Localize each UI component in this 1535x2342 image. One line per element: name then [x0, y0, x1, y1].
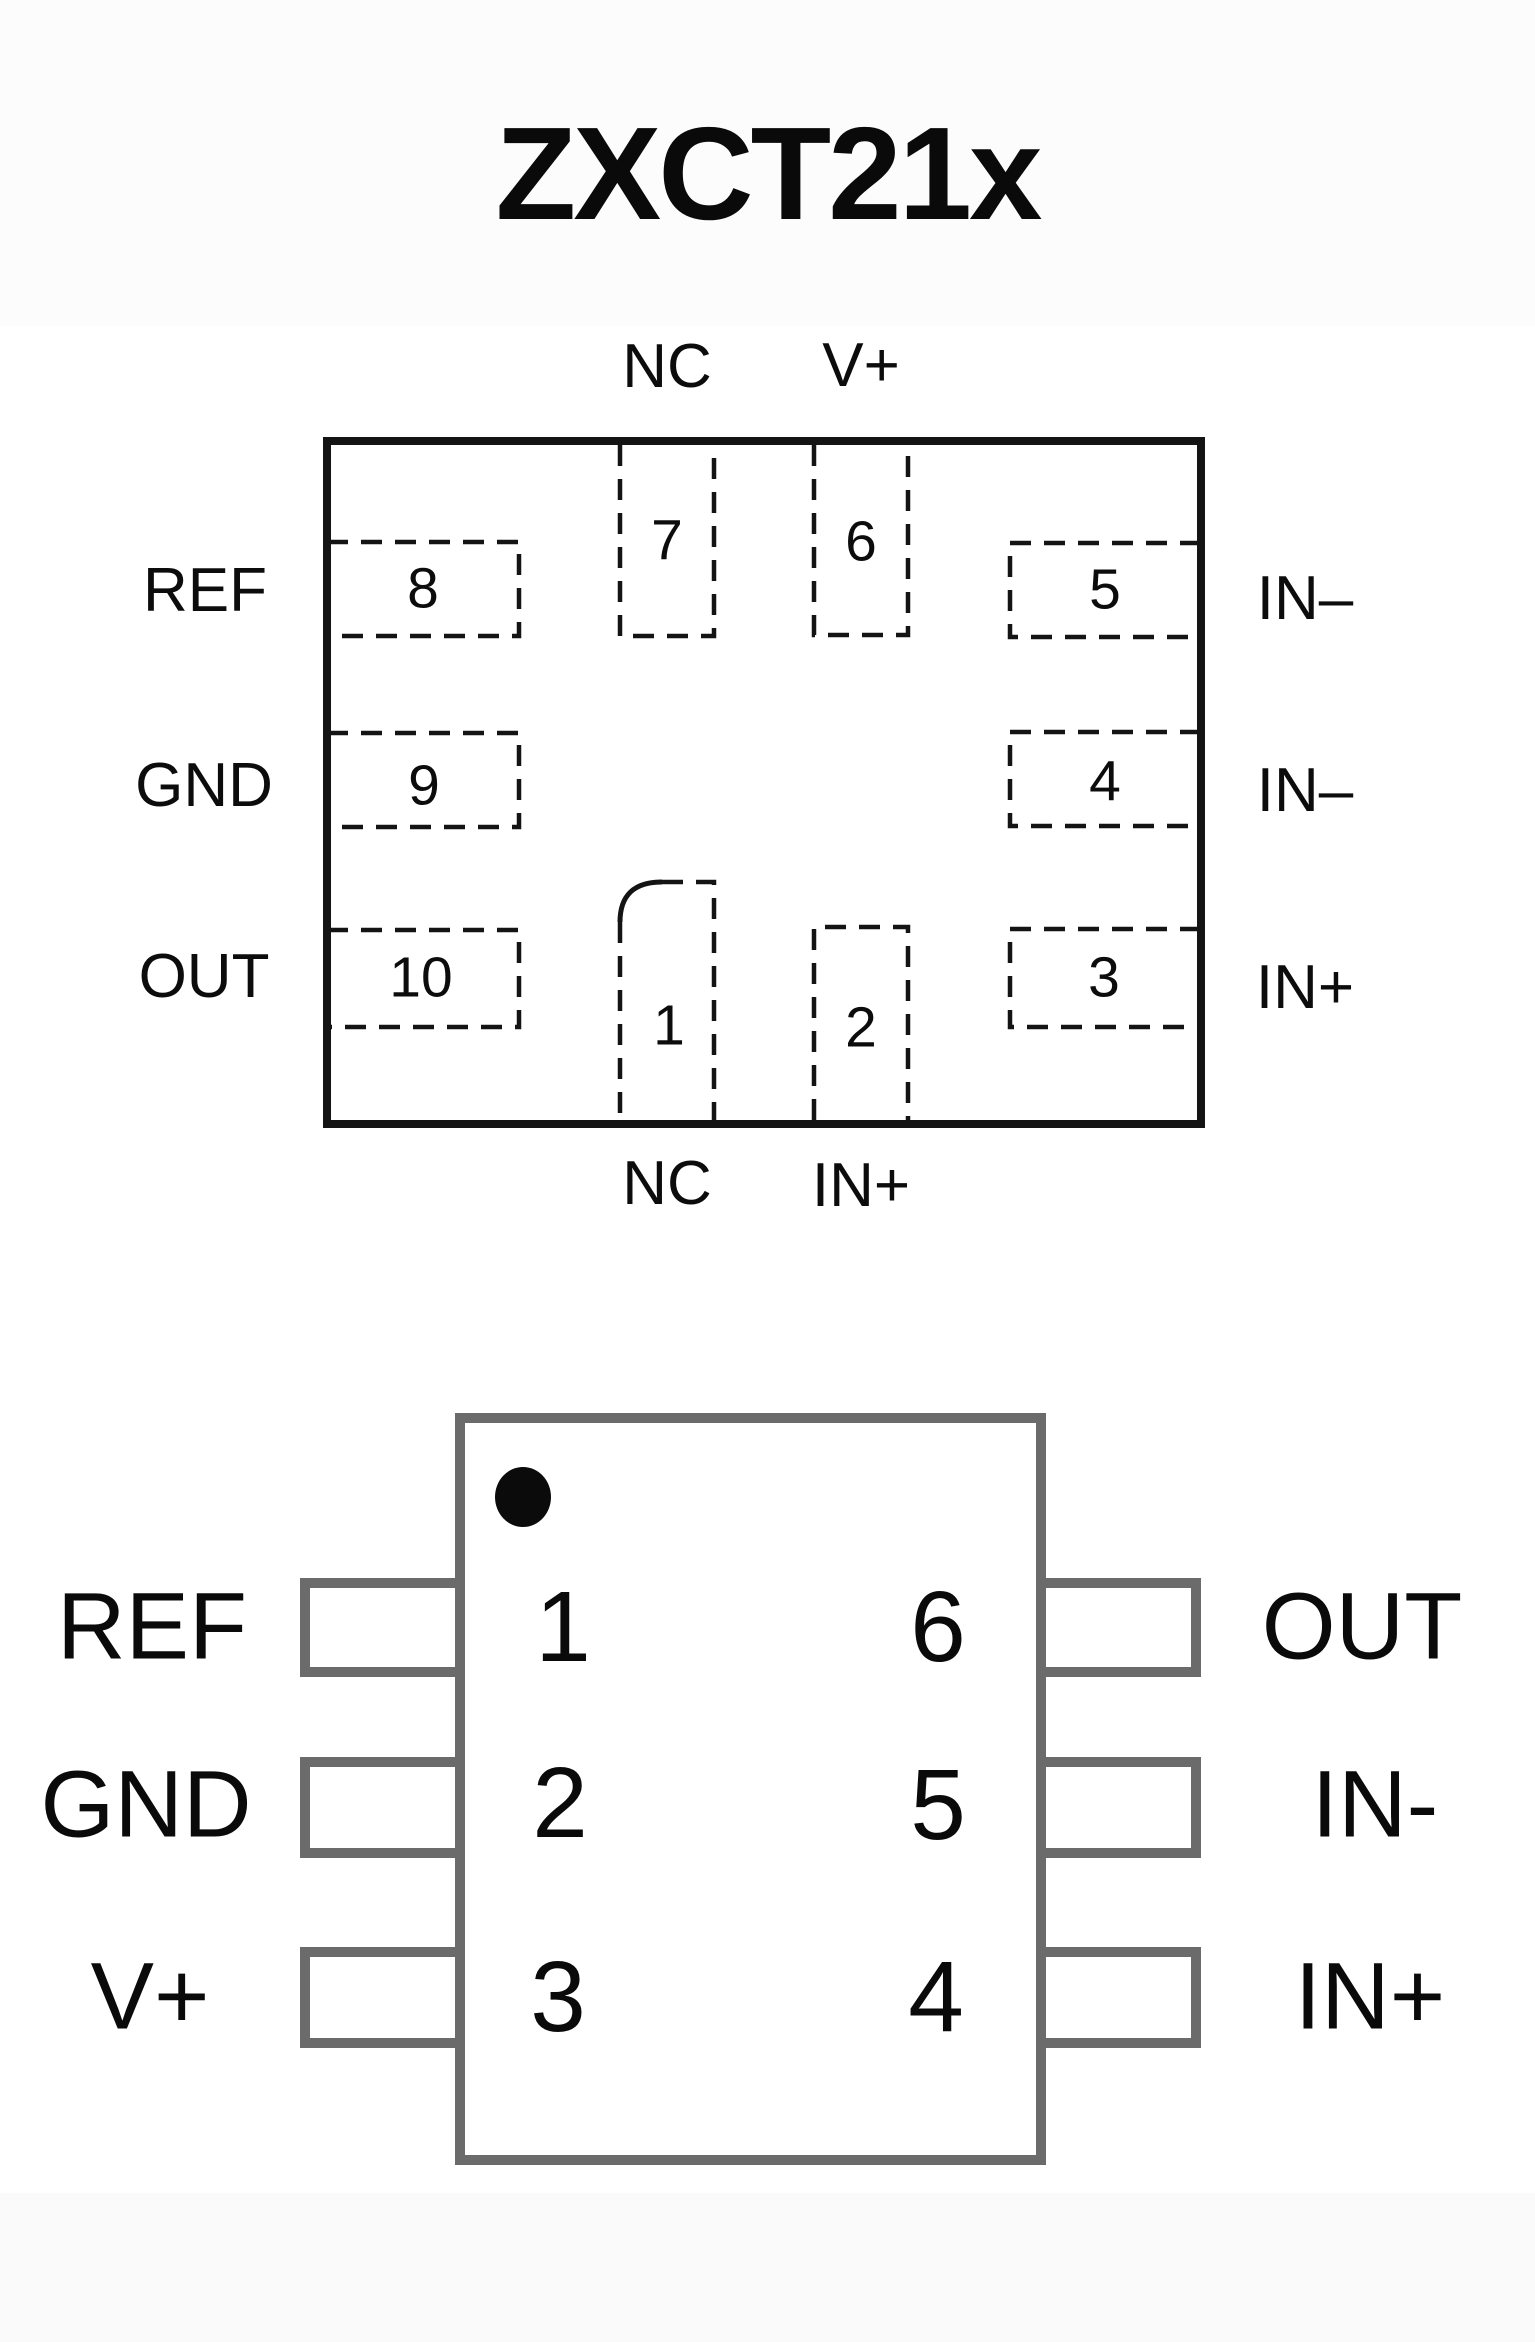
- pin-label-inplus-bottom: IN+: [811, 1151, 911, 1220]
- pin-label-nc-top: NC: [622, 332, 712, 401]
- pin-number-2: 2: [845, 995, 877, 1060]
- pin-number-1: 1: [653, 993, 685, 1058]
- pin-number-4: 4: [1089, 749, 1121, 814]
- pin-label-inminus-1: IN–: [1256, 564, 1354, 633]
- pin-number-6: 6: [845, 509, 877, 574]
- sot-pin-number-3: 3: [530, 1941, 586, 2053]
- sot-pin-label-out: OUT: [1261, 1573, 1463, 1680]
- sot-pin-label-inminus: IN-: [1311, 1751, 1439, 1858]
- pin-lead-1-ref: [305, 1583, 460, 1672]
- sot-pin-number-5: 5: [910, 1749, 966, 1861]
- sot-pin-label-vplus: V+: [90, 1943, 210, 2050]
- sot-pin-number-1: 1: [535, 1571, 591, 1683]
- pin-lead-2-gnd: [305, 1762, 460, 1853]
- pin1-indicator-dot: [495, 1467, 551, 1527]
- sot-pin-label-inplus: IN+: [1294, 1943, 1446, 2050]
- pin-lead-5-inminus: [1041, 1762, 1196, 1853]
- pin-lead-3-vplus: [305, 1952, 460, 2043]
- pin-label-ref: REF: [143, 556, 267, 625]
- pin-number-3: 3: [1088, 945, 1120, 1010]
- pin-number-10: 10: [389, 945, 453, 1010]
- pin-lead-6-out: [1041, 1583, 1196, 1672]
- pin1-indicator-arc: [620, 882, 662, 922]
- dfn-package-outline: [327, 441, 1201, 1124]
- sot-pin-number-6: 6: [910, 1571, 966, 1683]
- sot-pin-number-2: 2: [532, 1747, 588, 1859]
- sot-pin-label-ref: REF: [57, 1573, 247, 1680]
- sot-pin-number-4: 4: [908, 1941, 964, 2053]
- pin-number-9: 9: [408, 753, 440, 818]
- pin-number-5: 5: [1089, 557, 1121, 622]
- page-title: ZXCT21x: [495, 99, 1040, 247]
- pin-number-8: 8: [407, 556, 439, 621]
- pin-label-out: OUT: [138, 942, 270, 1011]
- pin-lead-4-inplus: [1041, 1952, 1196, 2043]
- pin-number-7: 7: [651, 508, 683, 573]
- sot-pin-label-gnd: GND: [40, 1751, 252, 1858]
- pin-label-nc-bottom: NC: [622, 1149, 712, 1218]
- pin-label-inplus-3: IN+: [1255, 953, 1355, 1022]
- pin-label-gnd: GND: [135, 751, 273, 820]
- pin-label-inminus-2: IN–: [1256, 756, 1354, 825]
- pin-label-vplus-top: V+: [822, 331, 900, 400]
